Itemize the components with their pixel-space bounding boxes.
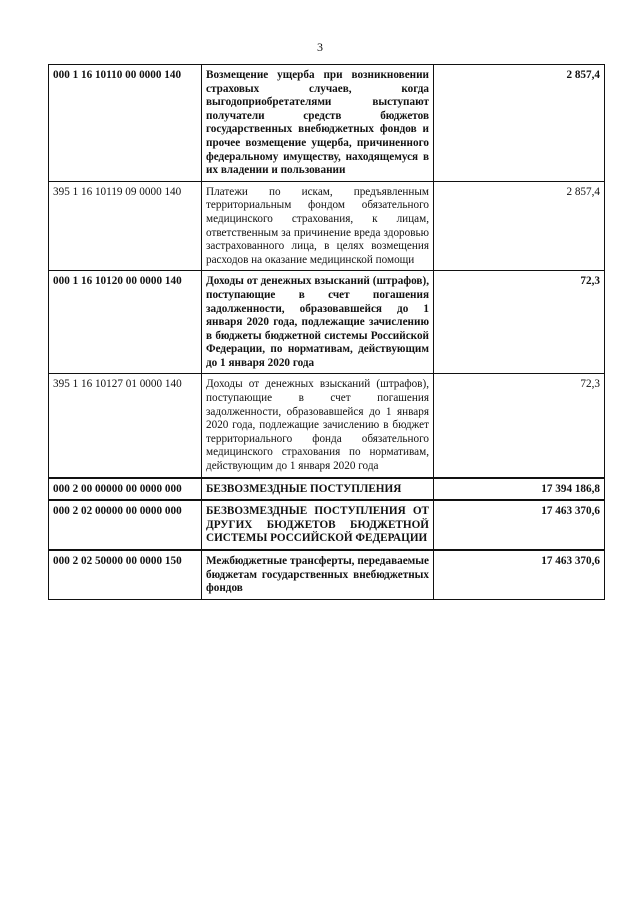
revenue-name: Доходы от денежных взысканий (штрафов), поступающие в счет погашения задолженности, образовавшейся до 1 января 2020 года, подлежащие зачислению в бюджеты бюджетной системы Российской Федерации, по нормативам, действующим до 1 января 2020 года: [202, 271, 434, 374]
budget-revenue-table: [48, 64, 605, 600]
revenue-name: Межбюджетные трансферты, передаваемые бюджетам государственных внебюджетных фондов: [202, 550, 434, 599]
table-row: [49, 65, 605, 182]
table-row: [49, 374, 605, 478]
revenue-name: БЕЗВОЗМЕЗДНЫЕ ПОСТУПЛЕНИЯ ОТ ДРУГИХ БЮДЖЕТОВ БЮДЖЕТНОЙ СИСТЕМЫ РОССИЙСКОЙ ФЕДЕРАЦИИ: [202, 500, 434, 550]
revenue-code: 395 1 16 10119 09 0000 140: [49, 181, 202, 271]
revenue-name: Возмещение ущерба при возникновении страховых случаев, когда выгодоприобретателями выступают получатели средств бюджетов государственных внебюджетных фондов и прочее возмещение ущерба, причиненного федеральному имуществу, находящемуся в их владении и пользовании: [202, 65, 434, 182]
revenue-amount: 17 463 370,6: [434, 500, 605, 550]
revenue-name: Платежи по искам, предъявленным территориальным фондом обязательного медицинского страхования, к лицам, ответственным за причинение вреда здоровью застрахованного лица, в целях возмещения расходов на оказание медицинской помощи: [202, 181, 434, 271]
table-row: [49, 181, 605, 271]
revenue-amount: 2 857,4: [434, 181, 605, 271]
revenue-name: БЕЗВОЗМЕЗДНЫЕ ПОСТУПЛЕНИЯ: [202, 478, 434, 501]
revenue-code: 000 2 02 50000 00 0000 150: [49, 550, 202, 599]
revenue-code: 000 2 02 00000 00 0000 000: [49, 500, 202, 550]
revenue-code: 395 1 16 10127 01 0000 140: [49, 374, 202, 478]
table-row: [49, 550, 605, 599]
revenue-code: 000 2 00 00000 00 0000 000: [49, 478, 202, 501]
table-row: [49, 271, 605, 374]
revenue-amount: 17 463 370,6: [434, 550, 605, 599]
table-row: [49, 478, 605, 501]
table-row: [49, 500, 605, 550]
revenue-amount: 2 857,4: [434, 65, 605, 182]
revenue-name: Доходы от денежных взысканий (штрафов), поступающие в счет погашения задолженности, образовавшейся до 1 января 2020 года, подлежащие зачислению в бюджет территориального фонда обязательного медицинского страхования по нормативам, действующим до 1 января 2020 года: [202, 374, 434, 478]
revenue-amount: 72,3: [434, 271, 605, 374]
revenue-amount: 17 394 186,8: [434, 478, 605, 501]
revenue-code: 000 1 16 10110 00 0000 140: [49, 65, 202, 182]
revenue-amount: 72,3: [434, 374, 605, 478]
revenue-code: 000 1 16 10120 00 0000 140: [49, 271, 202, 374]
page-number: 3: [317, 40, 323, 54]
